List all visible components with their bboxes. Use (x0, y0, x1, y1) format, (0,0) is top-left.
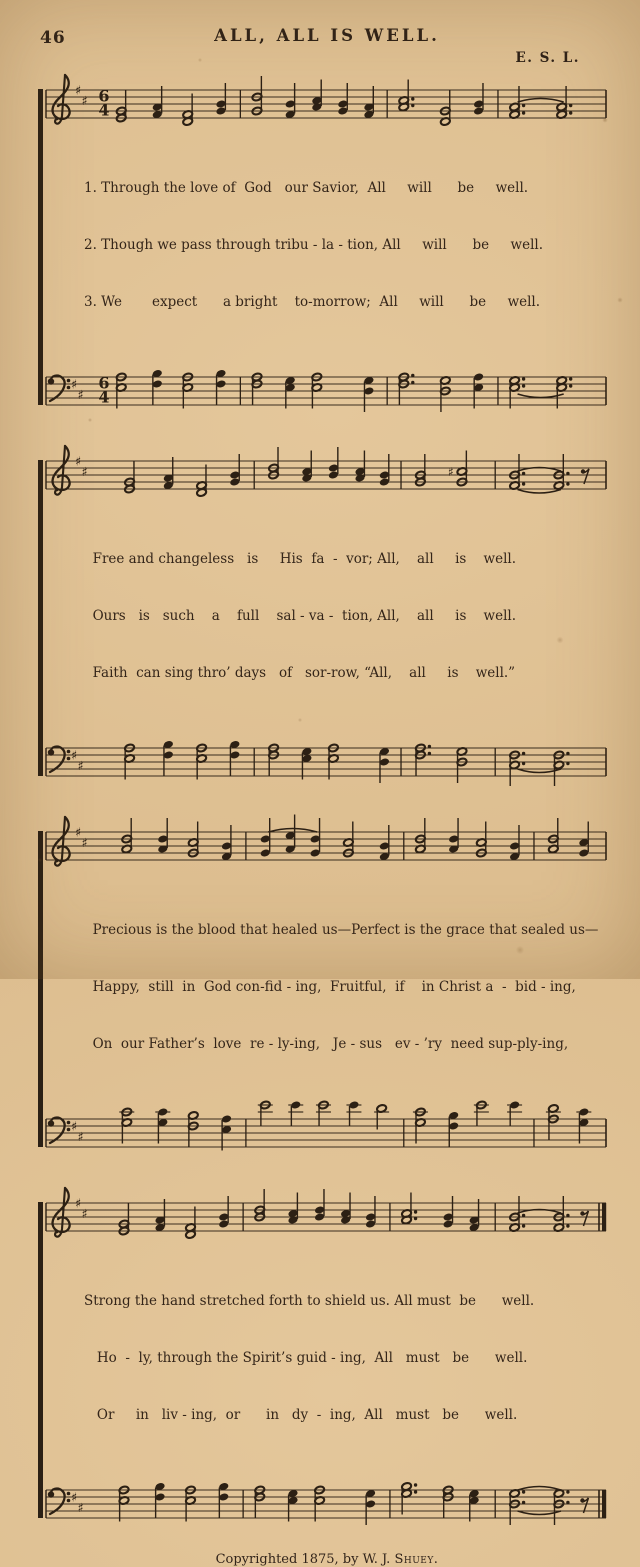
svg-text:♯: ♯ (81, 1206, 88, 1221)
copyright-notice (38, 1552, 616, 1567)
svg-text:♯: ♯ (448, 465, 454, 479)
lyric-line: Ho - ly, through the Spirit’s guid - ing, All must be well. (84, 1350, 528, 1366)
lyric-line: Precious is the blood that healed us—Perfect is the grace that sealed us— (84, 922, 599, 938)
lyrics-block (38, 509, 616, 726)
svg-text:♯: ♯ (74, 82, 82, 98)
system-barline (38, 831, 43, 1147)
composer-attribution: E. S. L. (515, 50, 580, 66)
svg-text:♯: ♯ (74, 453, 82, 469)
svg-text:♯: ♯ (70, 1489, 78, 1505)
svg-text:♯: ♯ (77, 758, 84, 773)
treble-staff (38, 810, 616, 880)
lyrics-block (38, 1251, 616, 1468)
publisher-name: Shuey. (394, 1552, 439, 1567)
lyric-line: Or in liv - ing, or in dy - ing, All must be well. (84, 1407, 518, 1423)
svg-text:6: 6 (98, 86, 110, 106)
lyric-line: 1. Through the love of God our Savior, All will be well. (84, 180, 529, 196)
bass-staff (38, 1468, 616, 1538)
music-system-3 (38, 810, 616, 1167)
svg-text:4: 4 (98, 387, 110, 407)
music-system-4 (38, 1181, 616, 1538)
svg-text:♯: ♯ (70, 376, 78, 392)
svg-text:♯: ♯ (70, 747, 78, 763)
lyric-line: Faith can sing thro’ days of sor-row, “All, all is well.” (84, 665, 516, 681)
svg-text:♯: ♯ (77, 1500, 84, 1515)
svg-text:♯: ♯ (81, 835, 88, 850)
system-barline (38, 460, 43, 776)
svg-text:4: 4 (98, 100, 110, 120)
treble-staff (38, 68, 616, 138)
system-barline (38, 89, 43, 405)
lyric-line: Happy, still in God con-fid - ing, Fruitful, if in Christ a - bid - ing, (84, 979, 576, 995)
lyric-line: 3. We expect a bright to-morrow; All will be well. (84, 294, 541, 310)
lyric-line: On our Father’s love re - ly-ing, Je - sus ev - ’ry need sup-ply-ing, (84, 1036, 569, 1052)
svg-text:♯: ♯ (70, 1118, 78, 1134)
lyric-line: Free and changeless is His fa - vor; All, all is well. (84, 551, 516, 567)
bass-staff (38, 726, 616, 796)
music-system-1 (38, 68, 616, 425)
lyrics-block (38, 138, 616, 355)
treble-staff (38, 1181, 616, 1251)
page-number: 46 (40, 28, 66, 48)
copyright-text: Copyrighted 1875, by W. J. (215, 1552, 395, 1567)
lyric-line: Strong the hand stretched forth to shield us. All must be well. (84, 1293, 535, 1309)
system-barline (38, 1202, 43, 1518)
svg-text:♯: ♯ (81, 93, 88, 108)
svg-text:♯: ♯ (74, 824, 82, 840)
page-title: ALL, ALL IS WELL. (214, 26, 440, 45)
svg-text:♯: ♯ (74, 1195, 82, 1211)
bass-staff (38, 355, 616, 425)
svg-text:♯: ♯ (81, 464, 88, 479)
svg-text:6: 6 (98, 373, 110, 393)
page-header (38, 14, 616, 68)
lyrics-block (38, 880, 616, 1097)
lyric-line: Ours is such a full sal - va - tion, All, all is well. (84, 608, 517, 624)
lyric-line: 2. Though we pass through tribu - la - tion, All will be well. (84, 237, 544, 253)
bass-staff (38, 1097, 616, 1167)
svg-text:♯: ♯ (77, 387, 84, 402)
music-system-2 (38, 439, 616, 796)
svg-text:♯: ♯ (77, 1129, 84, 1144)
treble-staff (38, 439, 616, 509)
